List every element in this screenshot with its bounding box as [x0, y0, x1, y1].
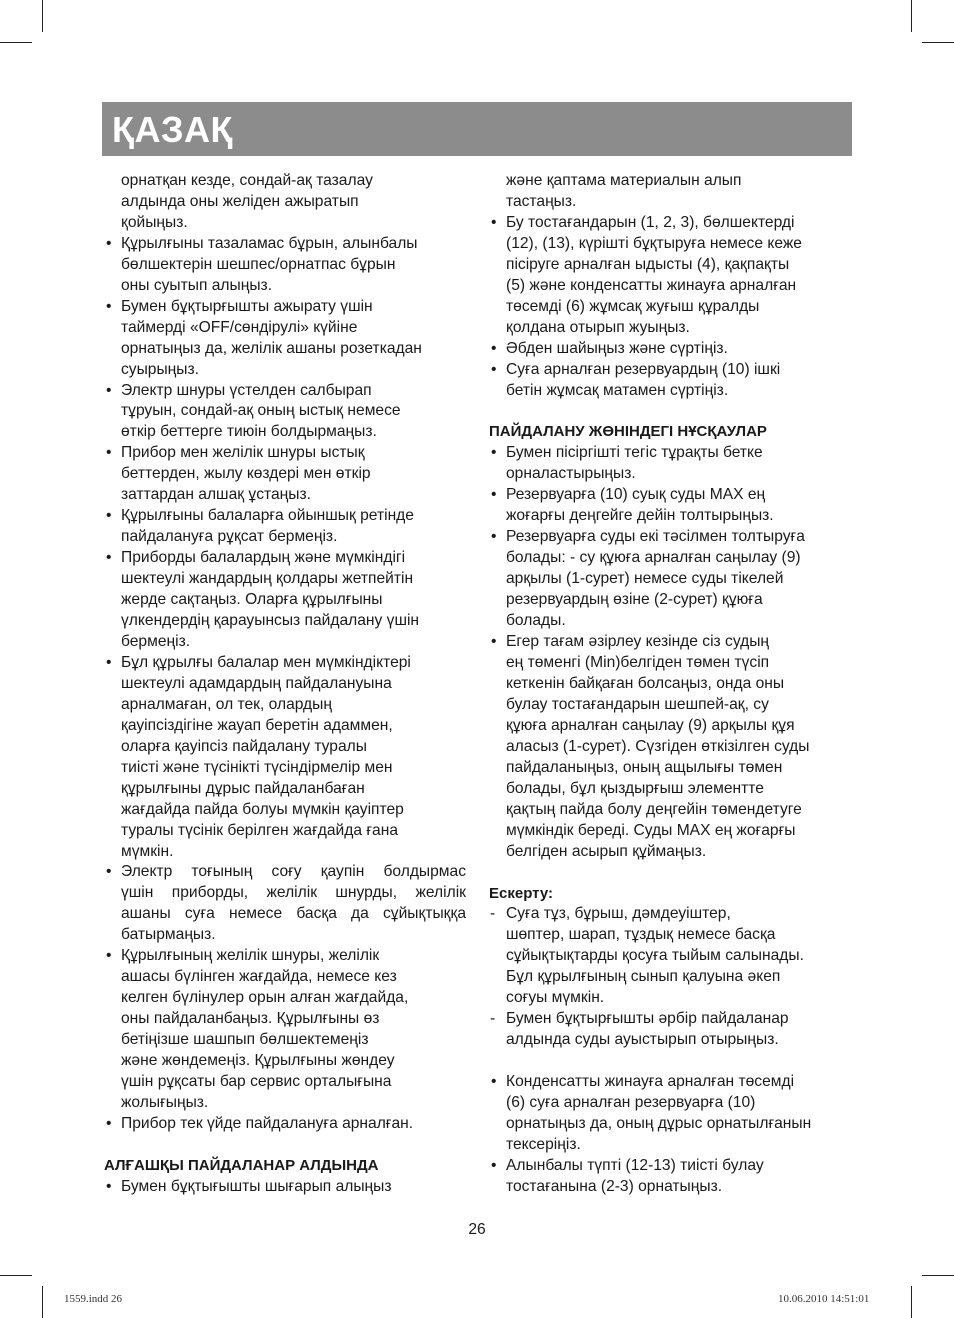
- text-line: қақтың пайда болу деңгейін төмендетуге: [506, 800, 802, 818]
- text-line: ең төменгі (Min)белгіден төмен түсіп: [506, 653, 770, 671]
- text-line: Бұл құрылғының сынып қалуына әкеп: [506, 968, 781, 986]
- text-line: таймерді «OFF/сөндірулі» күйіне: [121, 318, 358, 336]
- list-item: [104, 946, 466, 1114]
- text-line: пайдаланыңыз, оның ащылығы төмен: [506, 758, 783, 776]
- spacer: [489, 1051, 853, 1072]
- text-line: келген бүлінулер орын алған жағдайда,: [121, 989, 409, 1007]
- text-line: және жөндемеңіз. Құрылғыны жөндеу: [121, 1052, 395, 1070]
- text-line: туралы түсінік берілген жағдайда ғана: [121, 821, 399, 839]
- crop-mark: [42, 0, 43, 32]
- text-line: кеткенін байқаған болсаңыз, онда оны: [506, 674, 785, 692]
- list-item: [104, 506, 466, 548]
- list-item: [104, 548, 466, 653]
- text-line: құрылғыны дұрыс пайдаланбаған: [121, 779, 365, 797]
- text-line: пайдалануға рұқсат бермеңіз.: [121, 528, 338, 546]
- list-item: [489, 527, 853, 632]
- text-line: және қаптама материалын алып: [506, 172, 742, 189]
- text-line: • Бумен пісіргішті тегіс тұрақты бетке: [506, 444, 763, 462]
- list-item: [104, 1114, 466, 1135]
- text-line: төсемді (6) жұмсақ жуғыш құралды: [506, 297, 760, 315]
- crop-mark: [911, 0, 912, 32]
- text-line: • Бұл құрылғы балалар мен мүмкіндіктері: [121, 653, 411, 671]
- list-item: [104, 234, 466, 297]
- text-line: • Конденсатты жинауға арналған төсемді: [506, 1073, 795, 1091]
- text-line: • Прибор тек үйде пайдалануға арналған.: [121, 1114, 414, 1132]
- text-line: өткір беттерге тиюін болдырмаңыз.: [121, 423, 377, 441]
- text-line: • Әбден шайыңыз және сүртіңіз.: [506, 339, 728, 357]
- text-line: оны суытып алыңыз.: [121, 276, 273, 294]
- list-item: [104, 1177, 466, 1198]
- text-line: (5) және конденсатты жинауға арналған: [506, 276, 797, 294]
- text-line: үшін рұқсаты бар сервис орталығына: [121, 1072, 392, 1090]
- crop-mark: [922, 42, 954, 43]
- text-line: шөптер, шарап, тұздық немесе басқа: [506, 926, 776, 944]
- list-item: [104, 653, 466, 863]
- text-line: тастаңыз.: [506, 192, 577, 210]
- text-line: үлкендердің қарауынсыз пайдалану үшін: [121, 612, 420, 630]
- left-column: [104, 171, 466, 1198]
- text-line: (6) суға арналған резервуарға (10): [506, 1094, 756, 1112]
- text-line: жоғарғы деңгейге дейін толтырыңыз.: [506, 507, 774, 525]
- section-heading-before-first-use: АЛҒАШҚЫ ПАЙДАЛАНАР АЛДЫНДА: [104, 1156, 379, 1174]
- text-line: • Бумен бұқтығышты шығарып алыңыз: [121, 1177, 392, 1195]
- text-line: орнатыңыз да, оның дұрыс орнатылғанын: [506, 1115, 812, 1133]
- text-line: оны пайдаланбаңыз. Құрылғыны өз: [121, 1010, 380, 1028]
- usage-bullet-list: [489, 443, 853, 862]
- text-line: арналмаған, ол тек, олардың: [121, 695, 332, 713]
- text-line: • Суға арналған резервуардың (10) ішкі: [506, 360, 781, 378]
- text-line: • Резервуарға (10) суық суды MAX ең: [506, 486, 766, 504]
- text-line: тұруын, сондай-ақ оның ыстық немесе: [121, 402, 401, 420]
- text-line: тостағанына (2-3) орнатыңыз.: [506, 1177, 723, 1195]
- text-line: • Электр шнуры үстелден салбырап: [121, 381, 372, 399]
- text-line: заттардан алшақ ұстаңыз.: [121, 486, 311, 504]
- text-line: ашасы бүлінген жағдайда, немесе кез: [121, 968, 397, 986]
- text-line: сұйықтықтарды қосуға тыйым салынады.: [506, 947, 804, 965]
- text-line: • Бумен бұқтырғышты ажырату үшін: [121, 297, 373, 315]
- text-line: (12), (13), күрішті бұқтыруға немесе кеже: [506, 234, 802, 252]
- text-line: болады: - су құюға арналған саңылау (9): [506, 549, 801, 567]
- text-line: бермеңіз.: [121, 632, 191, 650]
- list-item: [489, 1009, 853, 1051]
- text-line: • Резервуарға суды екі тәсілмен толтыруға: [506, 528, 805, 546]
- text-line: • Құрылғыны балаларға ойыншық ретінде: [121, 507, 414, 525]
- text-line: • Приборды балалардың және мүмкіндігі: [121, 549, 406, 567]
- text-line: • Электр тоғының соғу қаупін болдырмас: [121, 863, 466, 881]
- spacer: [489, 401, 853, 422]
- text-line: - Бумен бұқтырғышты әрбір пайдаланар: [506, 1010, 789, 1028]
- list-item: [489, 443, 853, 485]
- list-item: [489, 1072, 853, 1156]
- text-line: қолдана отырып жуыңыз.: [506, 318, 690, 336]
- text-line: белгіден асырып құймаңыз.: [506, 842, 707, 860]
- text-line: орнатыңыз да, желілік ашаны розеткадан: [121, 339, 422, 357]
- text-line: • Алынбалы түпті (12-13) тиісті булау: [506, 1156, 764, 1174]
- text-line: алдында суды ауыстырып отырыңыз.: [506, 1031, 779, 1049]
- text-line: орналастырыңыз.: [506, 465, 636, 483]
- crop-mark: [922, 1275, 954, 1276]
- spacer: [489, 863, 853, 884]
- first-use-bullet-list: [104, 1177, 466, 1198]
- text-line: - Суға тұз, бұрыш, дәмдеуіштер,: [506, 905, 731, 923]
- text-line: қойыңыз.: [121, 213, 188, 231]
- spacer: [104, 1135, 466, 1156]
- text-line: пісіруге арналған ыдысты (4), қақпақты: [506, 255, 790, 273]
- text-line: суырыңыз.: [121, 360, 199, 378]
- crop-mark: [0, 1275, 32, 1276]
- text-line: аласыз (1-сурет). Сүзгіден өткізілген суды: [506, 737, 810, 755]
- text-line: шектеулі адамдардың пайдалануына: [121, 674, 392, 692]
- final-bullet-list: [489, 1072, 853, 1198]
- section-heading-usage-instructions: ПАЙДАЛАНУ ЖӨНІНДЕГІ НҰСҚАУЛАР: [489, 423, 767, 441]
- language-header-bar: [102, 102, 852, 156]
- text-line: • Құрылғының желілік шнуры, желілік: [121, 947, 380, 965]
- list-item: [489, 485, 853, 527]
- text-line: жерде сақтаңыз. Оларға құрылғыны: [121, 591, 383, 609]
- text-line: • Құрылғыны тазаламас бұрын, алынбалы: [121, 234, 418, 252]
- text-line: бетін жұмсақ матамен сүртіңіз.: [506, 381, 729, 399]
- first-use-bullet-list: [489, 213, 853, 402]
- text-line: қауіпсіздігіне жауап беретін адаммен,: [121, 716, 393, 734]
- text-line: құюға арналған саңылау (9) арқылы құя: [506, 716, 795, 734]
- list-item: [104, 443, 466, 506]
- list-item: [489, 632, 853, 862]
- text-line: оларға қауіпсіз пайдалану туралы: [121, 737, 367, 755]
- text-line: • Прибор мен желілік шнуры ыстық: [121, 444, 365, 462]
- text-line: ашаны суға немесе басқа да сұйықтыққа: [121, 905, 466, 923]
- text-line: соғуы мүмкін.: [506, 989, 605, 1007]
- list-item: [489, 213, 853, 339]
- text-line: мүмкін.: [121, 842, 174, 860]
- text-line: булау тостағандарын шешпей-ақ, су: [506, 695, 769, 713]
- list-item: [489, 904, 853, 1009]
- list-item: [104, 381, 466, 444]
- text-line: • Бу тостағандарын (1, 2, 3), бөлшектерді: [506, 213, 795, 231]
- timestamp-slug: 10.06.2010 14:51:01: [778, 1293, 870, 1305]
- list-item: [489, 339, 853, 360]
- right-column: [489, 171, 853, 1198]
- list-item: [489, 1156, 853, 1198]
- crop-mark: [42, 1286, 43, 1318]
- text-line: шектеулі жандардың қолдары жетпейтін: [121, 570, 414, 588]
- text-line: үшін приборды, желілік шнурды, желілік: [121, 884, 466, 902]
- text-line: тексеріңіз.: [506, 1135, 581, 1153]
- text-line: беттерден, жылу көздері мен өткір: [121, 465, 371, 483]
- text-line: бетіңізше шашпып бөлшектемеңіз: [121, 1031, 369, 1049]
- continuation-text: [104, 171, 466, 234]
- language-title: ҚАЗАҚ: [112, 109, 233, 150]
- text-line: • Егер тағам әзірлеу кезінде сіз судың: [506, 633, 770, 651]
- text-line: бөлшектерін шешпес/орнатпас бұрын: [121, 255, 396, 273]
- crop-mark: [0, 42, 32, 43]
- list-item: [489, 360, 853, 402]
- file-slug: 1559.indd 26: [64, 1293, 123, 1305]
- text-line: алдында оны желіден ажыратып: [121, 192, 359, 210]
- safety-bullet-list: [104, 234, 466, 1135]
- text-line: жолығыңыз.: [121, 1093, 209, 1111]
- continuation-text: [489, 171, 853, 213]
- list-item: [104, 297, 466, 381]
- text-line: мүмкіндік береді. Суды MAX ең жоғарғы: [506, 821, 796, 839]
- text-line: жағдайда пайда болуы мүмкін қауіптер: [121, 800, 404, 818]
- note-heading: Ескерту:: [489, 884, 554, 902]
- text-line: тиісті және түсінікті түсіндірмелір мен: [121, 758, 393, 776]
- text-line: болады.: [506, 612, 566, 630]
- text-line: орнатқан кезде, сондай-ақ тазалау: [121, 172, 373, 189]
- note-dash-list: [489, 904, 853, 1051]
- text-line: батырмаңыз.: [121, 926, 216, 944]
- crop-mark: [911, 1286, 912, 1318]
- page-number: 26: [468, 1221, 486, 1238]
- text-line: арқылы (1-сурет) немесе суды тікелей: [506, 570, 784, 588]
- text-line: болады, бұл қыздырғыш элементте: [506, 779, 764, 797]
- text-line: резервуардың өзіне (2-сурет) құюға: [506, 591, 763, 609]
- list-item: [104, 862, 466, 946]
